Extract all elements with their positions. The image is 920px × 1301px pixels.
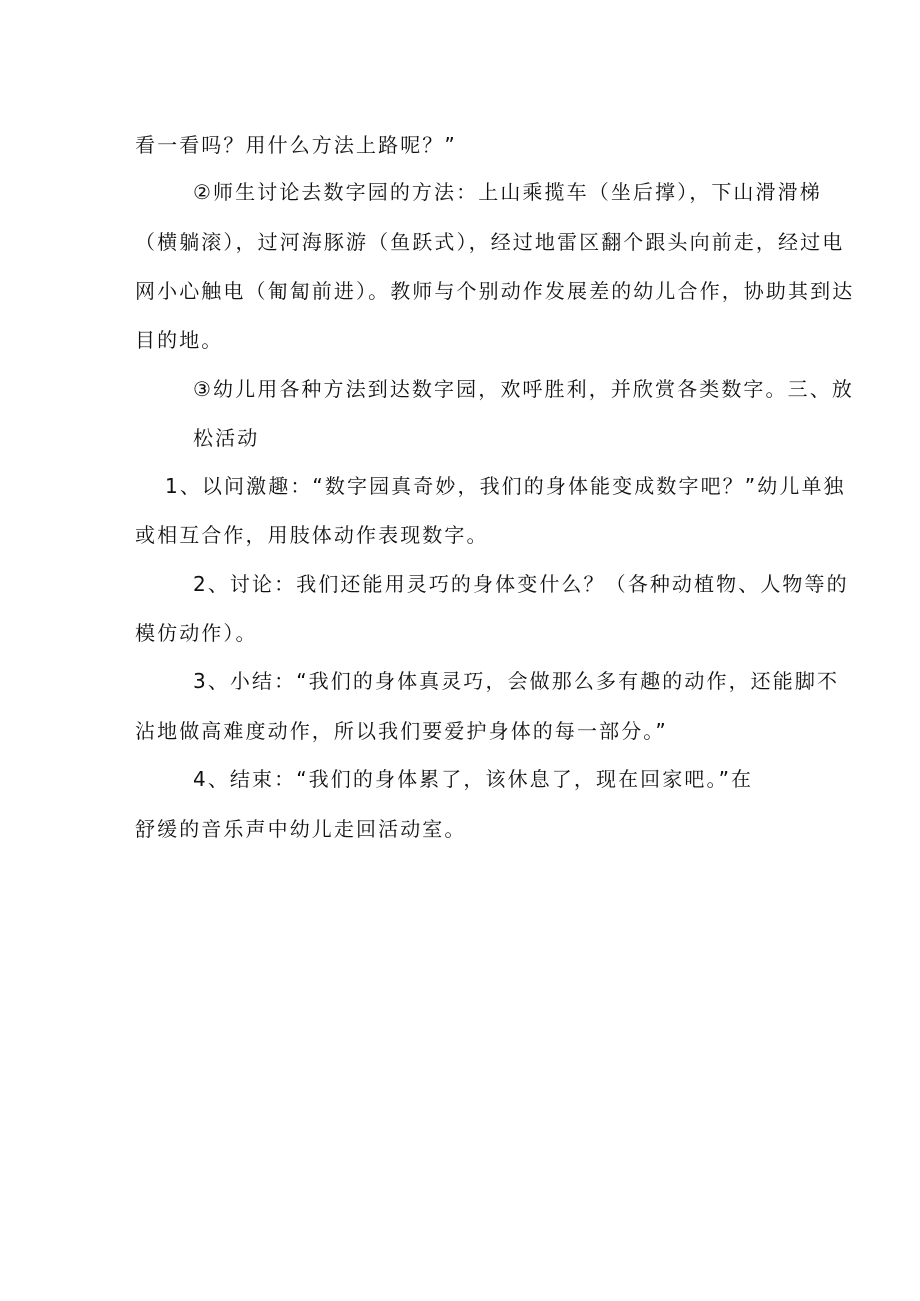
text-line: 4、结束：“我们的身体累了，该休息了，现在回家吧。”在 — [193, 767, 754, 791]
text-line: 3、小结：“我们的身体真灵巧，会做那么多有趣的动作，还能脚不 — [193, 669, 840, 693]
text-line: 网小心触电（匍匐前进）。教师与个别动作发展差的幼儿合作，协助其到达 — [135, 279, 855, 303]
text-line: 看一看吗？用什么方法上路呢？” — [135, 133, 457, 157]
text-line: （横躺滚），过河海豚游（鱼跃式），经过地雷区翻个跟头向前走，经过电 — [135, 230, 845, 254]
text-line: ③幼儿用各种方法到达数字园，欢呼胜利，并欣赏各类数字。三、放 — [193, 377, 854, 401]
text-line: ②师生讨论去数字园的方法：上山乘揽车（坐后撑），下山滑滑梯 — [193, 180, 822, 204]
text-line: 松活动 — [193, 426, 260, 450]
text-line: 沾地做高难度动作，所以我们要爱护身体的每一部分。” — [135, 719, 668, 743]
text-line: 舒缓的音乐声中幼儿走回活动室。 — [135, 817, 467, 841]
text-line: 1、以问激趣：“数字园真奇妙，我们的身体能变成数字吧？”幼儿单独 — [165, 474, 846, 498]
text-line: 目的地。 — [135, 328, 224, 352]
text-line: 2、讨论：我们还能用灵巧的身体变什么？（各种动植物、人物等的 — [193, 572, 849, 596]
text-line: 或相互合作，用肢体动作表现数字。 — [135, 523, 489, 547]
text-line: 模仿动作）。 — [135, 621, 258, 645]
